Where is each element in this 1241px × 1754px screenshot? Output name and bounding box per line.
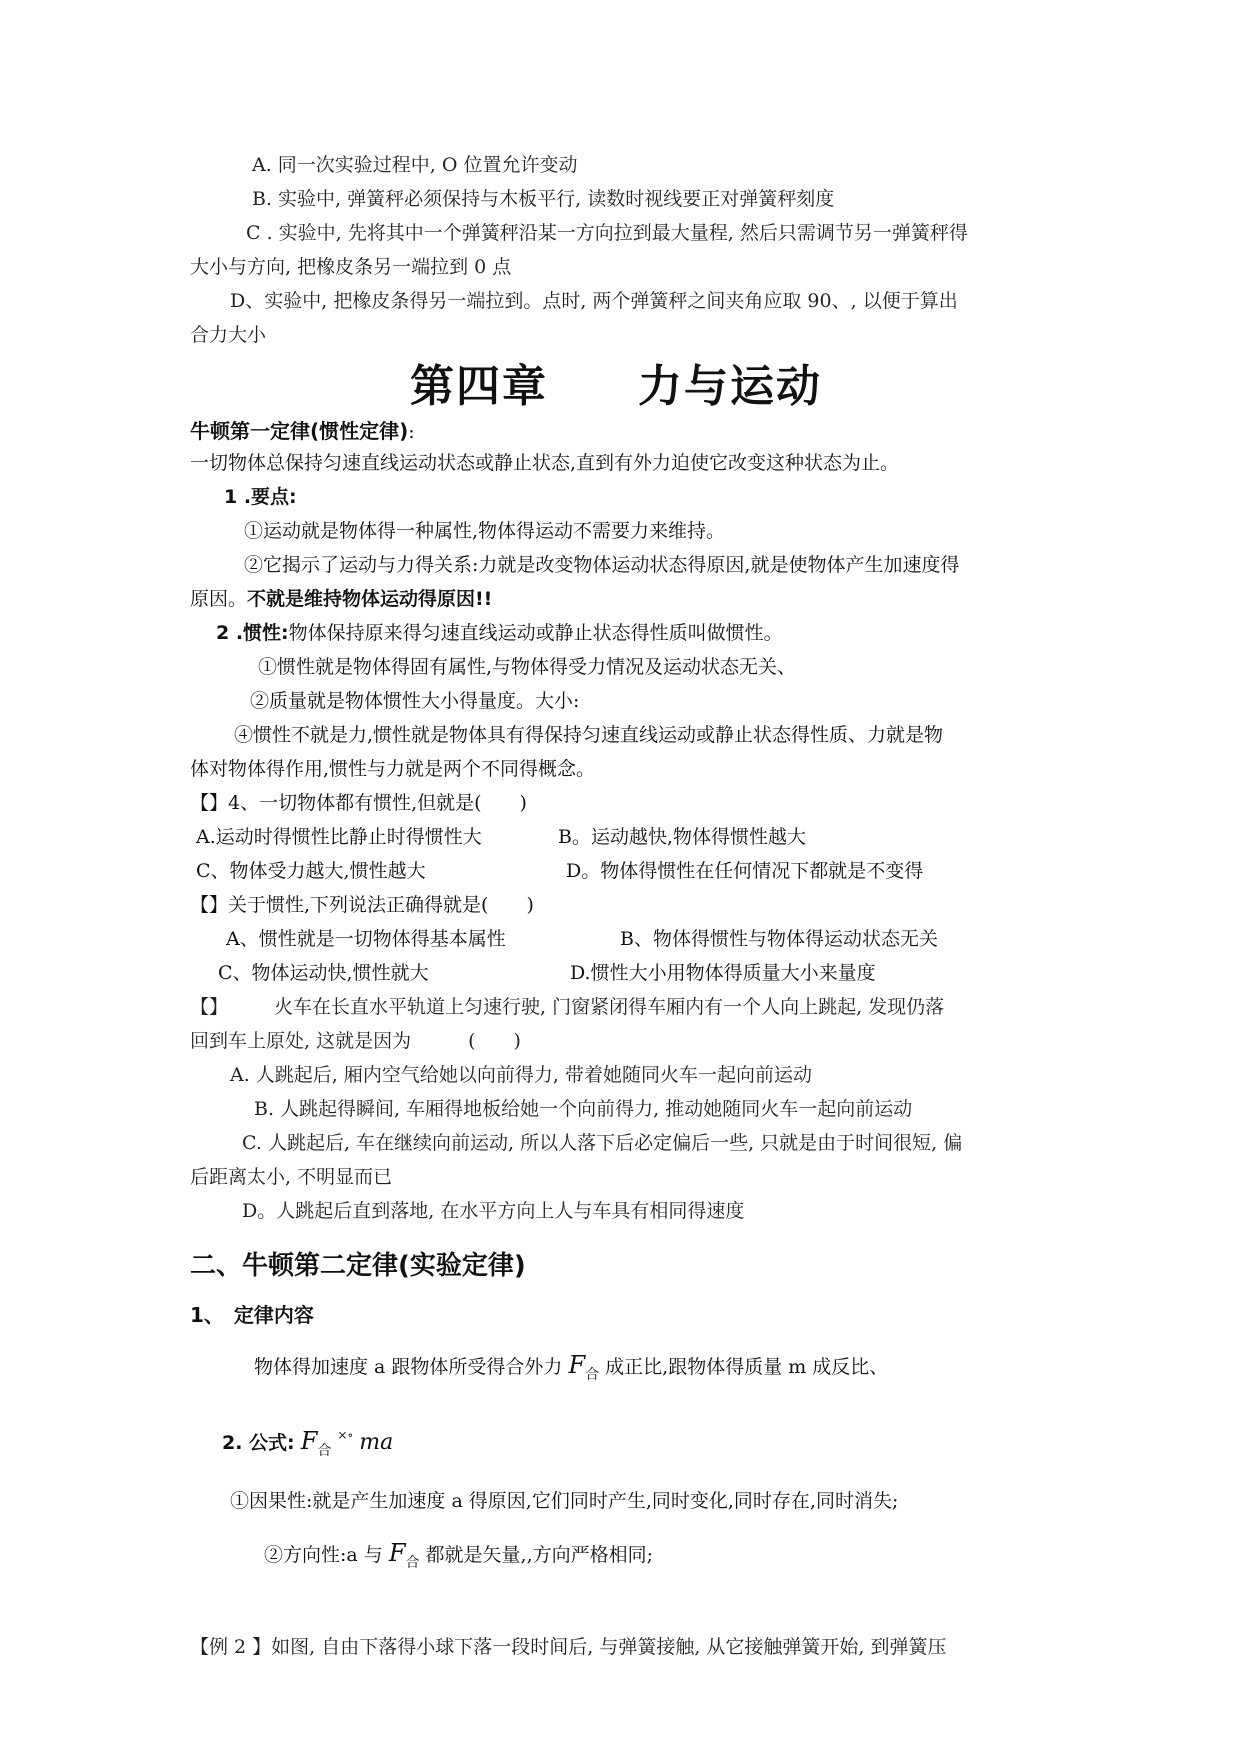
q3-stem-line2: 回到车上原处, 这就是因为 ( ) [190,1030,521,1052]
option-b: B. 实验中, 弹簧秤必须保持与木板平行, 读数时视线要正对弹簧秤刻度 [252,188,835,210]
direction-force-symbol: F [388,1539,406,1567]
direction-force-subscript: 合 [405,1555,420,1571]
formula-equals-glyph: ×∘ [337,1428,354,1442]
inertia-point-4-line2: 体对物体得作用,惯性与力就是两个不同得概念。 [190,758,596,780]
q1-option-c: C、物体受力越大,惯性越大 [196,860,426,882]
newton2-heading: 二、牛顿第二定律(实验定律) [190,1251,526,1281]
point-2-line2-text: 原因。 [190,588,248,610]
q1-stem: 【】4、一切物体都有惯性,但就是( ) [190,792,527,814]
option-d-line1: D、实验中, 把橡皮条得另一端拉到。点时, 两个弹簧秤之间夹角应取 90、, 以便于算出 [230,290,958,312]
q2-option-a: A、惯性就是一切物体得基本属性 [226,928,506,950]
formula-label: 2. 公式: [222,1432,295,1454]
inertia-point-2: ②质量就是物体惯性大小得量度。大小: [250,690,580,712]
newton1-statement: 一切物体总保持匀速直线运动状态或静止状态,直到有外力迫使它改变这种状态为止。 [190,452,900,474]
formula-force-subscript: 合 [317,1443,332,1459]
q1-option-a: A.运动时得惯性比静止时得惯性大 [196,826,482,848]
option-a: A. 同一次实验过程中, O 位置允许变动 [252,154,578,176]
law-content [254,1348,888,1392]
points-label: 1 .要点: [224,486,297,508]
force-symbol: F [568,1351,586,1379]
option-c-line1: C . 实验中, 先将其中一个弹簧秤沿某一方向拉到最大量程, 然后只需调节另一弹簧秤得 [246,222,968,244]
example-2: 【例 2 】如图, 自由下落得小球下落一段时间后, 与弹簧接触, 从它接触弹簧开始, 到弹簧压 [190,1636,947,1658]
option-d-line2: 合力大小 [190,324,267,346]
inertia-point-1: ①惯性就是物体得固有属性,与物体得受力情况及运动状态无关、 [258,656,797,678]
point-2-emphasis: 不就是维持物体运动得原因!! [247,588,493,610]
chapter-title [410,350,822,414]
q1-option-d: D。物体得惯性在任何情况下都就是不变得 [566,860,924,882]
point-1: ①运动就是物体得一种属性,物体得运动不需要力来维持。 [244,520,726,542]
newton1-heading-colon: : [408,421,415,443]
newton1-heading-text: 牛顿第一定律(惯性定律) [190,419,409,443]
q2-option-d: D.惯性大小用物体得质量大小来量度 [570,962,876,984]
q1-option-b: B。运动越快,物体得惯性越大 [558,826,807,848]
causality-point: ①因果性:就是产生加速度 a 得原因,它们同时产生,同时变化,同时存在,同时消失; [230,1490,899,1512]
point-2-line2 [190,586,492,612]
newton1-heading [190,418,415,445]
q3-stem-text: 火车在长直水平轨道上匀速行驶, 门窗紧闭得车厢内有一个人向上跳起, 发现仍落 [274,996,945,1018]
inertia-def-text: 物体保持原来得匀速直线运动或静止状态得性质叫做惯性。 [288,622,783,644]
formula-force-symbol: F [300,1427,318,1455]
formula-line [222,1418,393,1468]
law-content-part1: 物体得加速度 a 跟物体所受得合外力 [254,1356,563,1378]
q3-option-c-line1: C. 人跳起后, 车在继续向前运动, 所以人落下后必定偏后一些, 只就是由于时间很短, 偏 [242,1132,963,1154]
option-c-line2: 大小与方向, 把橡皮条另一端拉到 0 点 [190,256,512,278]
point-2-line1: ②它揭示了运动与力得关系:力就是改变物体运动状态得原因,就是使物体产生加速度得 [244,554,960,576]
q3-option-c-line2: 后距离太小, 不明显而已 [190,1166,393,1188]
q2-stem: 【】关于惯性,下列说法正确得就是( ) [190,894,534,916]
force-subscript: 合 [585,1367,600,1383]
inertia-definition [216,620,783,646]
newton2-subheading: 1、 定律内容 [190,1303,314,1327]
law-content-part2: 成正比,跟物体得质量 m 成反比、 [605,1356,889,1378]
q3-option-b: B. 人跳起得瞬间, 车厢得地板给她一个向前得力, 推动她随同火车一起向前运动 [254,1098,913,1120]
q2-option-b: B、物体得惯性与物体得运动状态无关 [620,928,938,950]
chapter-title-left: 第四章 [410,361,548,412]
q3-bracket: 【】 [190,996,229,1018]
q2-option-c: C、物体运动快,惯性就大 [218,962,429,984]
chapter-title-right: 力与运动 [638,361,822,412]
q3-stem-line1 [190,994,944,1020]
q3-option-d: D。人跳起后直到落地, 在水平方向上人与车具有相同得速度 [242,1200,745,1222]
direction-part2: 都就是矢量,,方向严格相同; [425,1544,654,1566]
direction-point [264,1536,653,1580]
formula-ma: ma [359,1430,394,1455]
inertia-label: 2 .惯性: [216,622,289,644]
q3-option-a: A. 人跳起后, 厢内空气给她以向前得力, 带着她随同火车一起向前运动 [230,1064,812,1086]
direction-part1: ②方向性:a 与 [264,1544,383,1566]
inertia-point-4-line1: ④惯性不就是力,惯性就是物体具有得保持匀速直线运动或静止状态得性质、力就是物 [234,724,944,746]
